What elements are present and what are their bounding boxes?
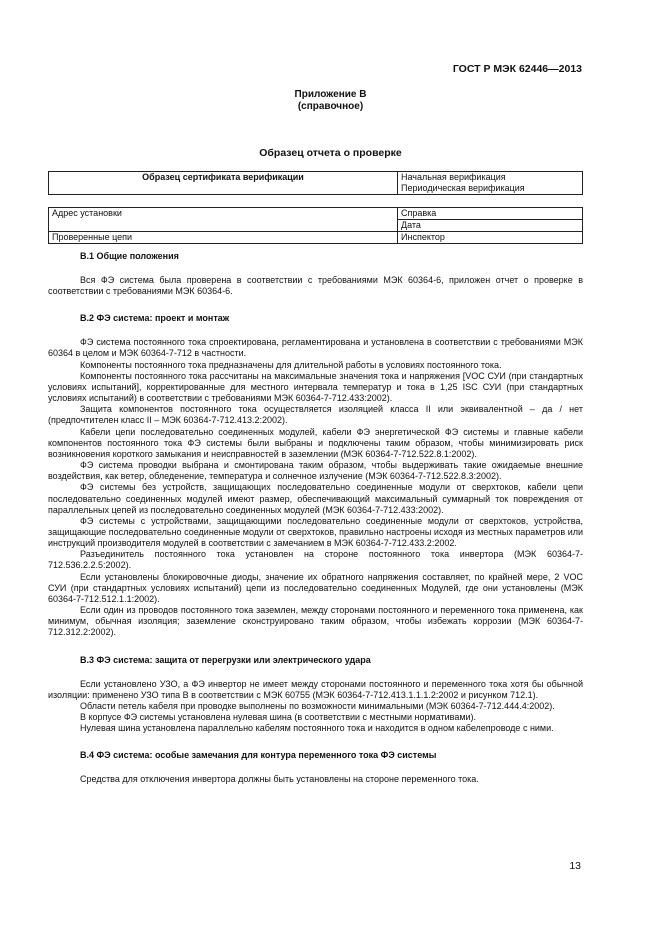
section-b2-paragraph: ФЭ системы с устройствами, защищающими последовательно соединенные модули от сверхтоков, устройства, защищающие последовательно соединенные модули от сверхтоков, правильно настроены исходя из местных параметров или инструкций производителя модулей в соответствии с замечанием в МЭК 60364-7-712.433.2:2002. xyxy=(48,515,583,549)
section-b3-paragraph: Области петель кабеля при проводке выполнены по возможности минимальными (МЭК 60364-7-712.444.4:2002). xyxy=(80,700,555,711)
page-number: 13 xyxy=(569,860,581,872)
document-body xyxy=(48,251,583,785)
section-b2-paragraph: Если один из проводов постоянного тока заземлен, между сторонами постоянного и переменного тока применена, как минимум, обычная изоляция; заземление сконструировано таким образом, чтобы избежать коррозии (МЭК 60364-7-712.312.2:2002). xyxy=(48,605,583,638)
section-b4-heading: В.4 ФЭ система: особые замечания для контура переменного тока ФЭ системы xyxy=(80,750,437,761)
inspector-label: Инспектор xyxy=(398,232,583,244)
section-b3-heading: В.3 ФЭ система: защита от перегрузки или электрического удара xyxy=(80,654,371,665)
checked-circuits-label: Проверенные цепи xyxy=(49,232,398,244)
section-b2-paragraph: Разъединитель постоянного тока установлен на стороне постоянного тока инвертора (МЭК 60364-7-712.536.2.2.5:2002). xyxy=(48,549,583,571)
document-title: Образец отчета о проверке xyxy=(259,147,402,159)
section-b3-paragraph: В корпусе ФЭ системы установлена нулевая шина (в соответствии с местными нормативами). xyxy=(80,712,477,722)
installation-address-label: Адрес установки xyxy=(49,208,398,232)
section-b1-heading: В.1 Общие положения xyxy=(80,251,179,261)
section-b2-paragraph: Если установлены блокировочные диоды, значение их обратного напряжения составляет, по крайней мере, 2 VOC СУИ (при стандартных условиях испытаний) цепи из последовательно соединенных Модулей, где они установлены (МЭК 60364-7-712.512.1.1:2002). xyxy=(48,571,583,604)
section-b1-paragraph: Вся ФЭ система была проверена в соответствии с требованиями МЭК 60364-6, приложен отчет о проверке в соответствии с требованиями МЭК 60364-6. xyxy=(48,275,583,297)
section-b2-paragraph: ФЭ система постоянного тока спроектирована, регламентирована и установлена в соответствии с требованиями МЭК 60364 в целом и МЭК 60364-7-712 в частности. xyxy=(48,337,583,359)
appendix-subtitle: (справочное) xyxy=(297,101,364,112)
initial-verification-option: Начальная верификация xyxy=(398,172,583,184)
section-b2-paragraph: Защита компонентов постоянного тока осуществляется изоляцией класса II или эквивалентной – да / нет (предпочтителен класс II – МЭК 60364-7-712.413.2:2002). xyxy=(48,404,583,426)
verification-certificate-table xyxy=(48,171,583,195)
certificate-label: Образец сертификата верификации xyxy=(49,172,398,195)
appendix-title: Приложение В xyxy=(294,89,367,100)
section-b2-paragraph: Кабели цепи последовательно соединенных модулей, кабели ФЭ энергетической ФЭ системы и главные кабели компонентов постоянного тока ФЭ системы были выбраны и подключены таким образом, чтобы минимизировать риск возникновения короткого замыкания и неисправностей в заземлении (МЭК 60364-7-712.522.8.1:2002). xyxy=(48,426,583,459)
periodic-verification-option: Периодическая верификация xyxy=(398,183,583,195)
section-b2-paragraph: ФЭ системы без устройств, защищающих последовательно соединенные модули от сверхтоков, кабели цепи последовательно соединенных модулей имеют размер, обеспечивающий максимальный суммарный ток повреждения от параллельных цепей из последовательно соединенных модулей (МЭК 60364-7-712.433:2002). xyxy=(48,482,583,515)
standard-header: ГОСТ Р МЭК 62446—2013 xyxy=(452,63,582,75)
reference-label: Справка xyxy=(398,208,583,220)
section-b2-paragraph: Компоненты постоянного тока предназначены для длительной работы в условиях постоянного тока. xyxy=(80,359,502,370)
section-b3-paragraph: Нулевая шина установлена параллельно кабелям постоянного тока и находится в одном кабелепроводе с ними. xyxy=(80,723,554,734)
installation-info-table xyxy=(48,207,583,244)
section-b4-paragraph: Средства для отключения инвертора должны быть установлены на стороне переменного тока. xyxy=(80,774,479,785)
section-b2-paragraph: Компоненты постоянного тока рассчитаны на максимальные значения тока и напряжения [VOC СУИ (при стандартных условиях испытаний], корректированные для местного интервала температур и тока в 1,25 ISC СУИ (при стандартных условиях испытаний) в соответствии с требованиями МЭК 60364-7-712.433:2002). xyxy=(48,370,583,404)
section-b2-paragraph: ФЭ система проводки выбрана и смонтирована таким образом, чтобы выдерживать такие ожидаемые внешние воздействия, как ветер, обледенение, температура и солнечное излучение (МЭК 60364-7-712.522.8.3:2002). xyxy=(48,460,583,482)
section-b3-paragraph: Если установлено УЗО, а ФЭ инвертор не имеет между сторонами постоянного и переменного тока хотя бы обычной изоляции: применено УЗО типа В в соответствии с МЭК 60755 (МЭК 60364-7-712.413.1.1.1.2:2002 и рисунком 712.1). xyxy=(48,678,583,700)
date-label: Дата xyxy=(398,220,583,232)
section-b2-heading: В.2 ФЭ система: проект и монтаж xyxy=(80,313,230,324)
